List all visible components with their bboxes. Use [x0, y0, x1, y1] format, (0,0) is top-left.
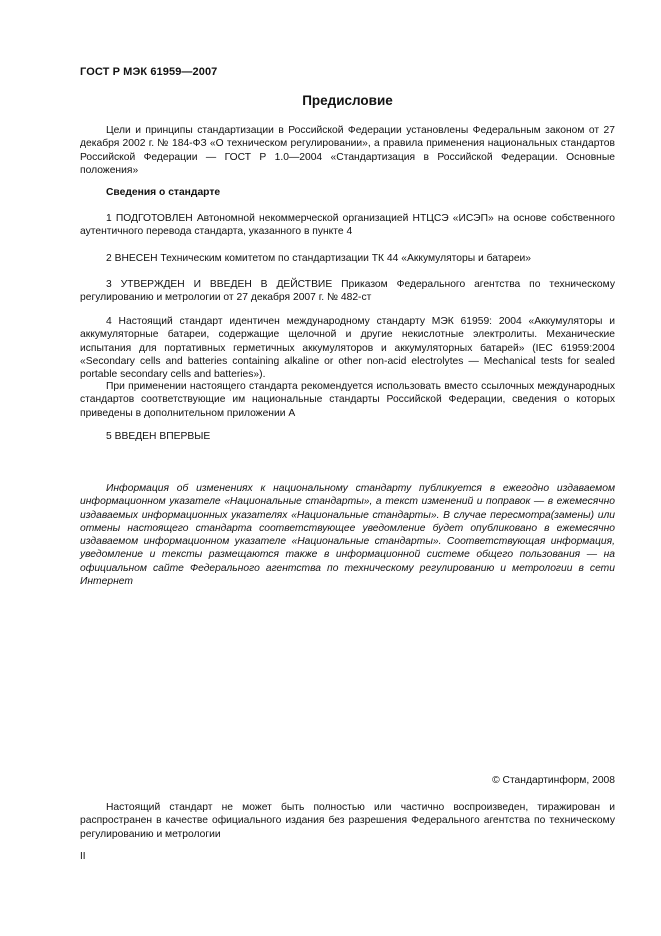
document-header: ГОСТ Р МЭК 61959—2007 — [80, 66, 218, 78]
info-notice-paragraph: Информация об изменениях к национальному стандарту публикуется в ежегодно издаваемом информационном указателе «Национальные стандарты», а текст изменений и поправок — в ежемесячно издаваемых информационных указателях «Национальные стандарты». В случае пересмотра(замены) или отмены настоящего стандарта соответствующее уведомление будет опубликовано в ежемесячно издаваемом информационном указателе «Национальные стандарты». Соответствующая информация, уведомление и тексты размещаются также в информационной системе общего пользования — на официальном сайте Федерального агентства по техническому регулированию и метрологии в сети Интернет — [80, 483, 615, 588]
page-number: II — [80, 851, 86, 862]
references-paragraph: При применении настоящего стандарта рекомендуется использовать вместо ссылочных международных стандартов соответствующие им национальные стандарты Российской Федерации, сведения о которых приведены в дополнительном приложении А — [80, 381, 615, 419]
item-5-paragraph: 5 ВВЕДЕН ВПЕРВЫЕ — [106, 431, 211, 442]
intro-paragraph: Цели и принципы стандартизации в Российской Федерации установлены Федеральным законом от 27 декабря 2002 г. № 184-ФЗ «О техническом регулировании», а правила применения национальных стандартов Российской Федерации — ГОСТ Р 1.0—2004 «Стандартизация в Российской Федерации. Основные положения» — [80, 125, 615, 176]
item-2-paragraph: 2 ВНЕСЕН Техническим комитетом по стандартизации ТК 44 «Аккумуляторы и батареи» — [106, 253, 532, 264]
section-heading: Сведения о стандарте — [106, 187, 221, 198]
copyright-notice: © Стандартинформ, 2008 — [492, 775, 615, 786]
rights-paragraph: Настоящий стандарт не может быть полностью или частично воспроизведен, тиражирован и распространен в качестве официального издания без разрешения Федерального агентства по техническому регулированию и метрологии — [80, 802, 615, 840]
item-1-paragraph: 1 ПОДГОТОВЛЕН Автономной некоммерческой организацией НТЦСЭ «ИСЭП» на основе собственного аутентичного перевода стандарта, указанного в пункте 4 — [80, 213, 615, 238]
page-title: Предисловие — [302, 93, 393, 108]
document-page — [80, 0, 615, 936]
item-3-paragraph: 3 УТВЕРЖДЕН И ВВЕДЕН В ДЕЙСТВИЕ Приказом Федерального агентства по техническому регулированию и метрологии от 27 декабря 2007 г. № 482-ст — [80, 279, 615, 304]
item-4-paragraph: 4 Настоящий стандарт идентичен международному стандарту МЭК 61959: 2004 «Аккумуляторы и аккумуляторные батареи, содержащие щелочной и другие некислотные электролиты. Механические испытания для портативных герметичных аккумуляторов и аккумуляторных батарей» (IEC 61959:2004 «Secondary cells and batteries containing alkaline or other non-acid electrolytes — Mechanical tests for sealed portable secondary cells and batteries»). — [80, 316, 615, 381]
